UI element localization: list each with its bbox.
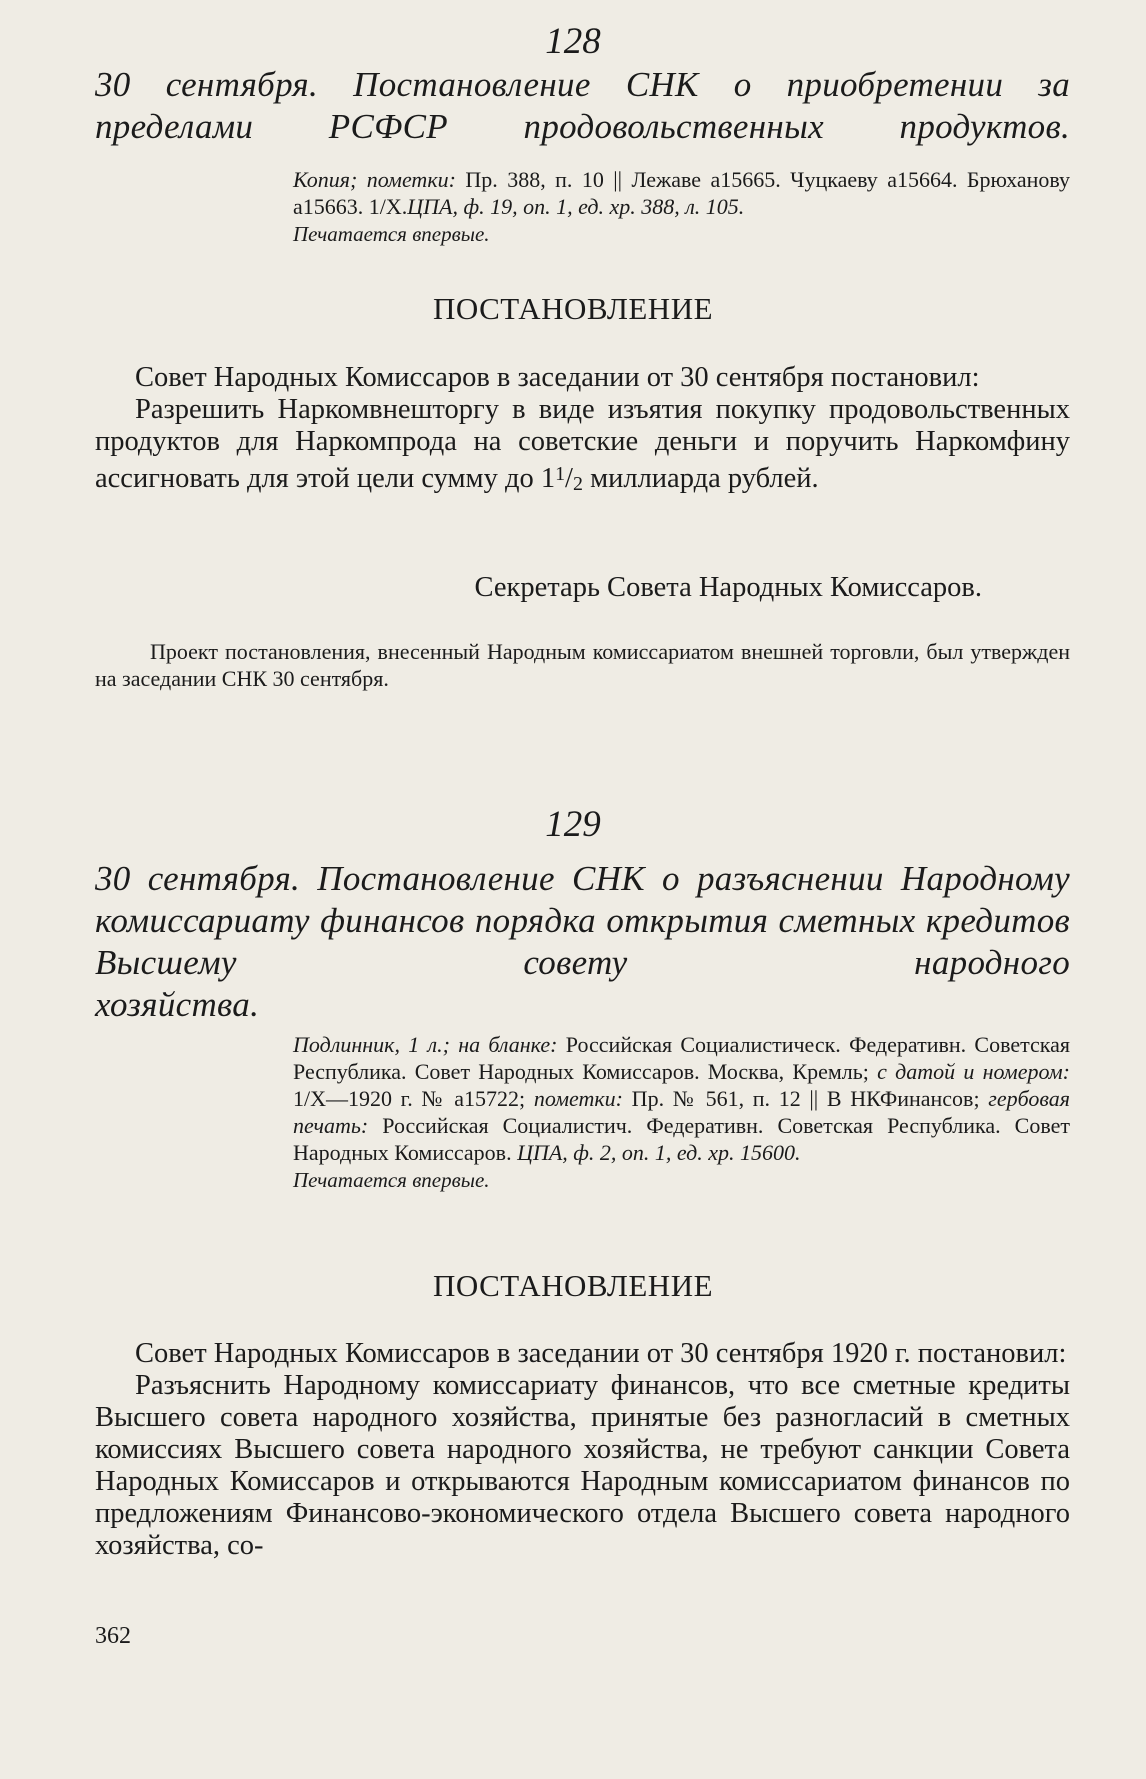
- paragraph-128-2-text: Разрешить Наркомвнешторгу в виде изъятия покупку продовольственных продуктов для Наркомпрода на советские деньги и поручить Наркомфину ассигновать для этой цели сумму до 1: [95, 394, 1070, 494]
- title-128: ПОСТАНОВЛЕНИЕ: [432, 291, 714, 326]
- page-number: 362: [95, 1623, 131, 1649]
- body-129: [95, 1338, 1070, 1562]
- archive-ref-129: ЦПА, ф. 2, оп. 1, ед. хр. 15600.: [517, 1140, 801, 1165]
- source-text-129-3: Пр. № 561, п. 12 || В НКФинансов;: [623, 1086, 989, 1111]
- title-129: ПОСТАНОВЛЕНИЕ: [432, 1268, 714, 1303]
- paragraph-129-2: Разъяснить Народному комиссариату финансов, что все сметные кредиты Высшего совета народного хозяйства, принятые без разногласий в сметных комиссиях Высшего совета народного хозяйства, не требуют санкции Совета Народных Комиссаров и открываются Народным комиссариатом финансов по предложениям Финансово-экономического отдела Высшего совета народного хозяйства, со-: [95, 1370, 1070, 1561]
- source-label-129-1: Подлинник, 1 л.; на бланке:: [293, 1032, 558, 1057]
- heading-129-last: хозяйства.: [95, 985, 260, 1024]
- fraction-numerator: 1: [555, 463, 566, 485]
- document-number-128: 128: [545, 21, 601, 62]
- source-label-129-4: гербовая печать:: [293, 1086, 1070, 1138]
- footnote-128: [95, 638, 1070, 692]
- paragraph-128-1: Совет Народных Комиссаров в заседании от 30 сентября постановил:: [135, 362, 980, 393]
- paragraph-128-2-end: миллиарда рублей.: [582, 462, 819, 494]
- heading-129: [95, 858, 1070, 1026]
- source-label-129-2: с датой и номером:: [877, 1059, 1070, 1084]
- body-128: [95, 362, 1070, 500]
- fraction-denominator: 2: [572, 472, 583, 495]
- signature-128: Секретарь Совета Народных Комиссаров.: [474, 572, 982, 603]
- source-note-128: [293, 166, 1070, 248]
- source-note-129: [293, 1031, 1070, 1194]
- document-number-129: 129: [545, 804, 601, 845]
- source-label-128: Копия; пометки:: [293, 167, 456, 192]
- source-text-129-4: Российская Социалистич. Федеративн. Советская Республика. Совет Народных Комиссаров.: [293, 1113, 1070, 1165]
- archive-ref-128: ЦПА, ф. 19, оп. 1, ед. хр. 388, л. 105.: [407, 194, 745, 219]
- footnote-128-text: Проект постановления, внесенный Народным комиссариатом внешней торговли, был утвержден на заседании СНК 30 сентября.: [95, 639, 1070, 691]
- source-text-129-2: 1/X—1920 г. № а15722;: [293, 1086, 534, 1111]
- source-text-129-1: Российская Социалистическ. Федеративн. Советская Республика. Совет Народных Комиссаров. Москва, Кремль;: [293, 1032, 1070, 1084]
- published-note-128: Печатается впервые.: [293, 222, 490, 246]
- source-text-128: Пр. 388, п. 10 || Лежаве а15665. Чуцкаеву а15664. Брюханову а15663. 1/X.: [293, 167, 1070, 219]
- heading-129-main: 30 сентября. Постановление СНК о разъяснении Народному комиссариату финансов порядка открытия сметных кредитов Высшему совету народного: [95, 859, 1070, 982]
- paragraph-129-1: Совет Народных Комиссаров в заседании от 30 сентября 1920 г. постановил:: [135, 1338, 1067, 1369]
- published-note-129: Печатается впервые.: [293, 1168, 490, 1192]
- paragraph-128-2: Разрешить Наркомвнешторгу в виде изъятия покупку продовольственных продуктов для Наркомпрода на советские деньги и поручить Наркомфину ассигновать для этой цели сумму до $1^1/2$ миллиарда рублей.: [95, 394, 1070, 495]
- heading-128: 30 сентября. Постановление СНК о приобретении за пределами РСФСР продовольственных продуктов.: [95, 65, 1070, 146]
- source-label-129-3: пометки:: [533, 1086, 623, 1111]
